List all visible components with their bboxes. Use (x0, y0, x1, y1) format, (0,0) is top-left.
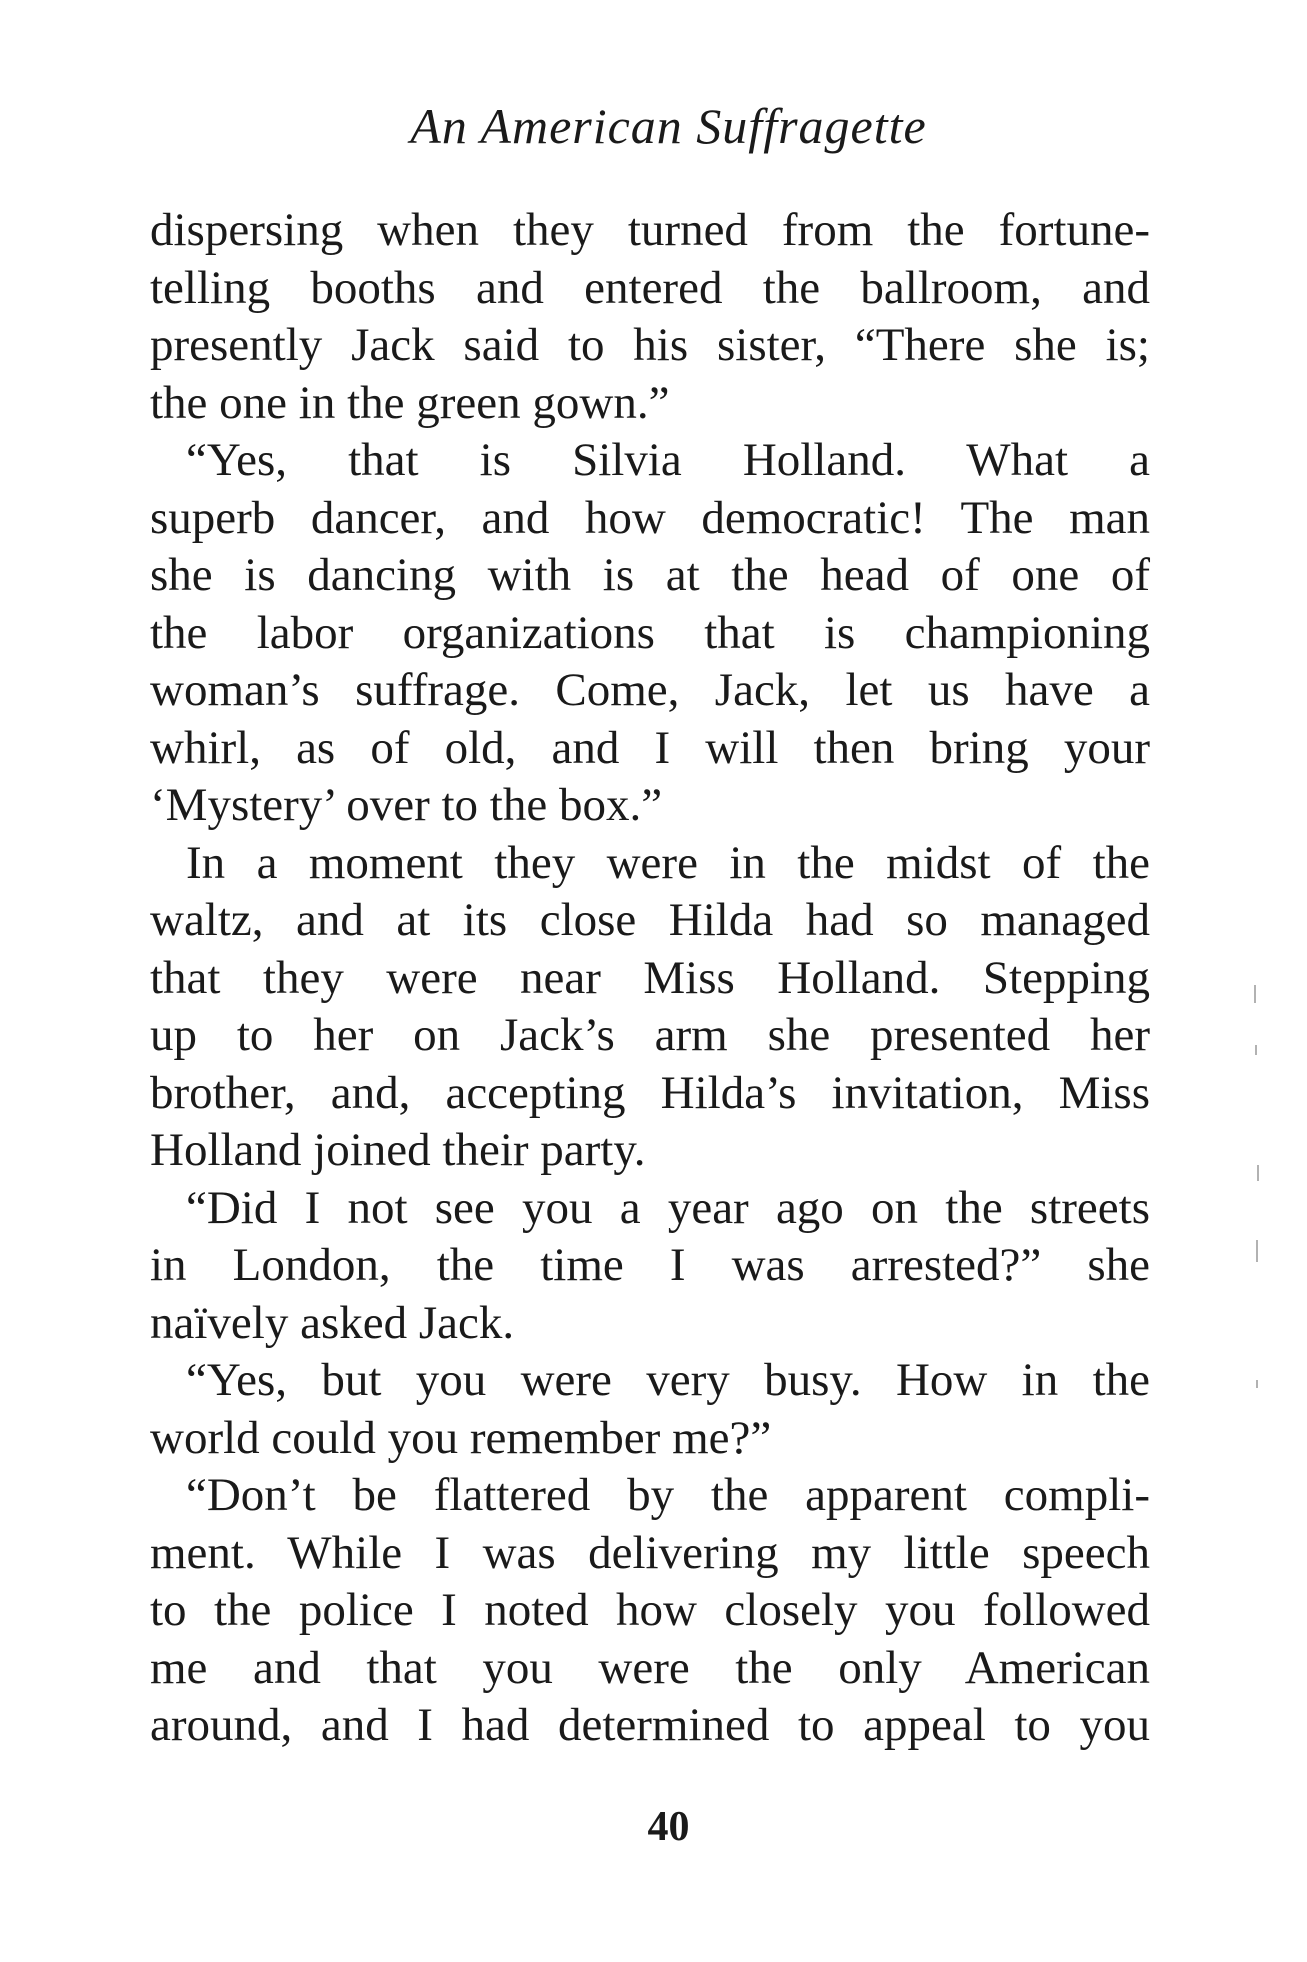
text-line: “Yes, that is Silvia Holland. What a (186, 434, 1150, 486)
text-line: around, and I had determined to appeal to you (150, 1699, 1150, 1751)
text-line: the labor organizations that is championing (150, 606, 1150, 659)
text-line: dispersing when they turned from the fortune- (150, 204, 1150, 256)
text-line: she is dancing with is at the head of one of (150, 549, 1150, 601)
scan-mark (1256, 1240, 1258, 1262)
text-line: In a moment they were in the midst of the (186, 836, 1150, 889)
text-line: Holland joined their party. (150, 1124, 646, 1176)
running-head: An American Suffragette (410, 98, 927, 154)
scan-mark (1255, 1045, 1257, 1055)
text-line: waltz, and at its close Hilda had so managed (150, 894, 1150, 946)
text-line: telling booths and entered the ballroom, and (150, 261, 1150, 314)
text-line: presently Jack said to his sister, “There she is; (150, 319, 1150, 371)
text-line: woman’s suffrage. Come, Jack, let us have a (150, 664, 1150, 716)
page-number: 40 (647, 1804, 690, 1850)
text-line: “Did I not see you a year ago on the streets (186, 1181, 1150, 1234)
text-line: world could you remember me?” (150, 1411, 772, 1464)
text-line: whirl, as of old, and I will then bring your (150, 721, 1150, 774)
text-line: ‘Mystery’ over to the box.” (150, 779, 663, 831)
text-line: ment. While I was delivering my little speech (150, 1526, 1150, 1579)
text-line: me and that you were the only American (150, 1641, 1150, 1694)
text-line: naïvely asked Jack. (150, 1296, 515, 1349)
text-line: superb dancer, and how democratic! The man (150, 491, 1150, 544)
body-text (150, 202, 1150, 1755)
text-line: to the police I noted how closely you followed (150, 1584, 1150, 1636)
scan-mark (1256, 1380, 1258, 1388)
scan-mark (1257, 1165, 1259, 1181)
scan-mark (1254, 985, 1256, 1003)
text-line: the one in the green gown.” (150, 376, 670, 429)
text-line: “Don’t be flattered by the apparent compli- (186, 1469, 1150, 1521)
text-line: “Yes, but you were very busy. How in the (186, 1354, 1150, 1406)
text-line: that they were near Miss Holland. Stepping (150, 951, 1150, 1004)
text-line: brother, and, accepting Hilda’s invitation, Miss (150, 1066, 1150, 1119)
text-line: up to her on Jack’s arm she presented her (150, 1009, 1150, 1061)
text-line: in London, the time I was arrested?” she (150, 1239, 1150, 1291)
